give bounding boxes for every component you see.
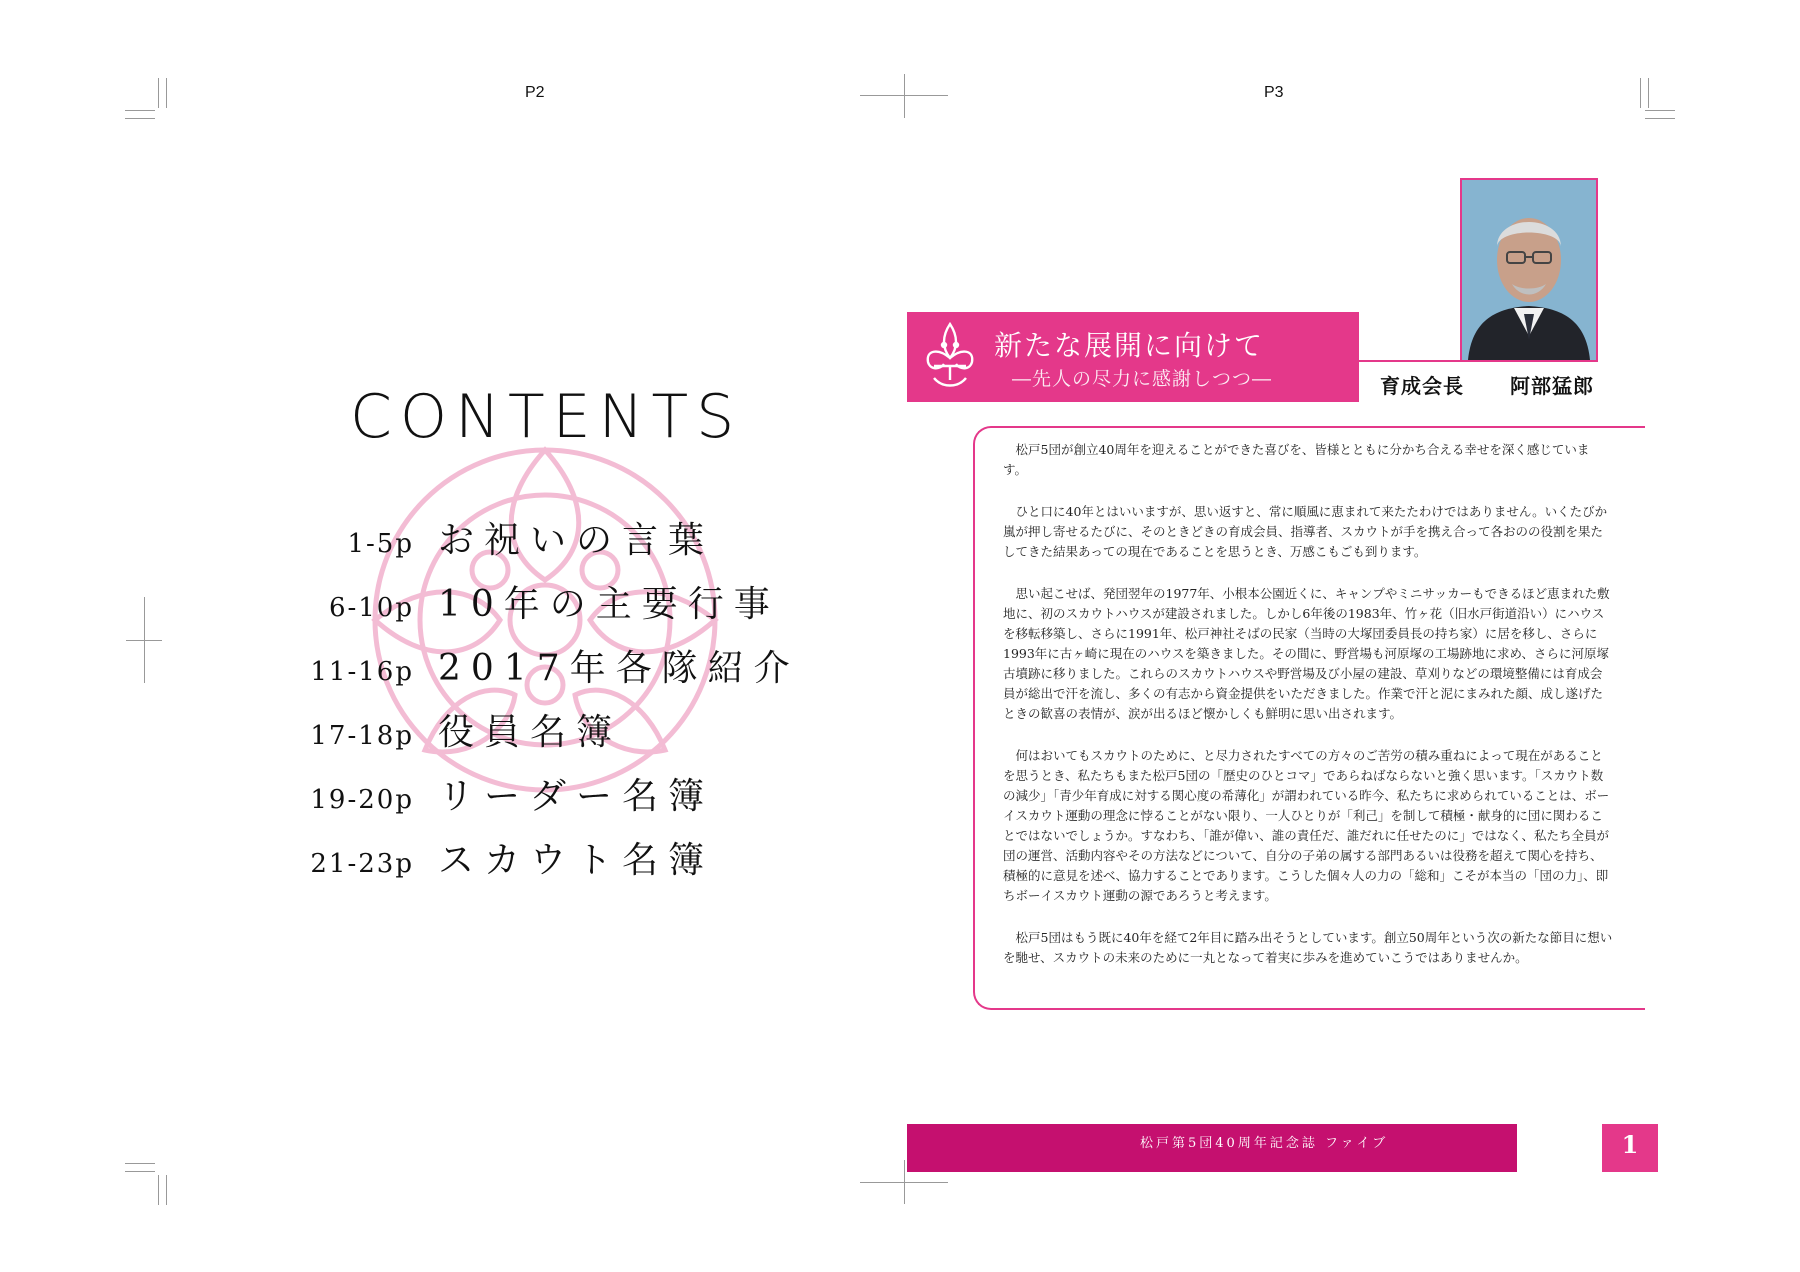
toc-item-title: 役員名簿 xyxy=(438,712,623,753)
toc-item[interactable] xyxy=(290,768,714,824)
toc-page-range: 17-18p xyxy=(310,721,414,751)
article-subtitle: ―先人の尽力に感謝しつつ― xyxy=(1012,368,1273,390)
toc-item-title: 2017年各隊紹介 xyxy=(438,648,800,689)
toc-page-range: 21-23p xyxy=(310,849,414,879)
message-paragraph: 松戸5団はもう既に40年を経て2年目に踏み出そうとしています。創立50周年という次の新たな節目に想いを馳せ、スカウトの未来のために一丸となって着実に歩みを進めていこうではありませんか。 xyxy=(1003,930,1613,965)
author-name: 阿部猛郎 xyxy=(1510,374,1594,398)
toc-item[interactable] xyxy=(290,704,622,760)
footer-publication-title: 松戸第5団40周年記念誌 ファイブ xyxy=(1140,1136,1389,1151)
message-paragraph: 思い起こせば、発団翌年の1977年、小根本公園近くに、キャンプやミニサッカーもできるほど恵まれた敷地に、初のスカウトハウスが建設されました。しかし6年後の1983年、竹ヶ花（旧水戸街道沿い）にハウスを移転移築し、さらに1991年、松戸神社そばの民家（当時の大塚団委員長の持ち家）に居を移し、さらに1993年に古ヶ崎に現在のハウスを築きました。その間に、野営場も河原塚の工場跡地に求め、さらに河原塚古墳跡に移りました。これらのスカウトハウスや野営場及び小屋の建設、草刈りなどの環境整備には育成会員が総出で汗を流し、多くの有志から資金提供をいただきました。作業で汗と泥にまみれた顔、成し遂げたときの歓喜の表情が、涙が出るほど懐かしくも鮮明に思い出されます。 xyxy=(1003,586,1610,721)
page-label-left: P2 xyxy=(525,84,545,101)
footer-page-number: 1 xyxy=(1621,1130,1639,1159)
toc-item[interactable] xyxy=(290,512,714,568)
toc-page-range: 1-5p xyxy=(347,529,414,559)
scout-fleur-de-lis-icon xyxy=(920,318,980,394)
page-label-right: P3 xyxy=(1264,84,1284,101)
message-paragraph: 松戸5団が創立40周年を迎えることができた喜びを、皆様とともに分かち合える幸せを深く感じています。 xyxy=(1003,442,1590,477)
toc-item-title: 10年の主要行事 xyxy=(438,584,780,625)
toc-item-title: スカウト名簿 xyxy=(438,840,715,881)
toc-item[interactable] xyxy=(290,576,780,632)
portrait-photo xyxy=(1460,178,1598,362)
toc-item-title: リーダー名簿 xyxy=(438,776,715,817)
author-role: 育成会長 xyxy=(1380,374,1464,398)
toc-page-range: 11-16p xyxy=(310,657,414,687)
toc-item[interactable] xyxy=(290,832,714,888)
toc-item[interactable] xyxy=(290,640,800,696)
contents-title: CONTENTS xyxy=(350,382,743,452)
message-paragraph: ひと口に40年とはいいますが、思い返すと、常に順風に恵まれて来たたわけではありません。いくたびか嵐が押し寄せるたびに、そのときどきの育成会員、指導者、スカウトが手を携え合って各おのの役割を果たしてきた結果あっての現在であることを思うとき、万感こもごも到ります。 xyxy=(1003,504,1608,559)
message-body xyxy=(1003,440,1613,990)
toc-page-range: 19-20p xyxy=(310,785,414,815)
toc-page-range: 6-10p xyxy=(328,593,414,623)
toc-item-title: お祝いの言葉 xyxy=(438,520,715,561)
message-paragraph: 何はおいてもスカウトのために、と尽力されたすべての方々のご苦労の積み重ねによって現在があることを思うとき、私たちもまた松戸5団の「歴史のひとコマ」であらねばならないと強く思います。「スカウト数の減少」「青少年育成に対する関心度の希薄化」が謂われている昨今、私たちに求められていることは、ボーイスカウト運動の理念に悖ることがない限り、一人ひとりが「利己」を制して積極・献身的に団に関わることではないでしょうか。すなわち、「誰が偉い、誰の責任だ、誰だれに任せたのに」ではなく、私たち全員が団の運営、活動内容やその方法などについて、自分の子弟の属する部門あるいは役務を超えて関心を持ち、積極的に意見を述べ、協力することであります。こうした個々人の力の「総和」こそが本当の「団の力」、即ちボーイスカウト運動の源であろうと考えます。 xyxy=(1003,748,1610,903)
portrait-illustration xyxy=(1462,180,1596,360)
article-title: 新たな展開に向けて xyxy=(994,329,1265,362)
